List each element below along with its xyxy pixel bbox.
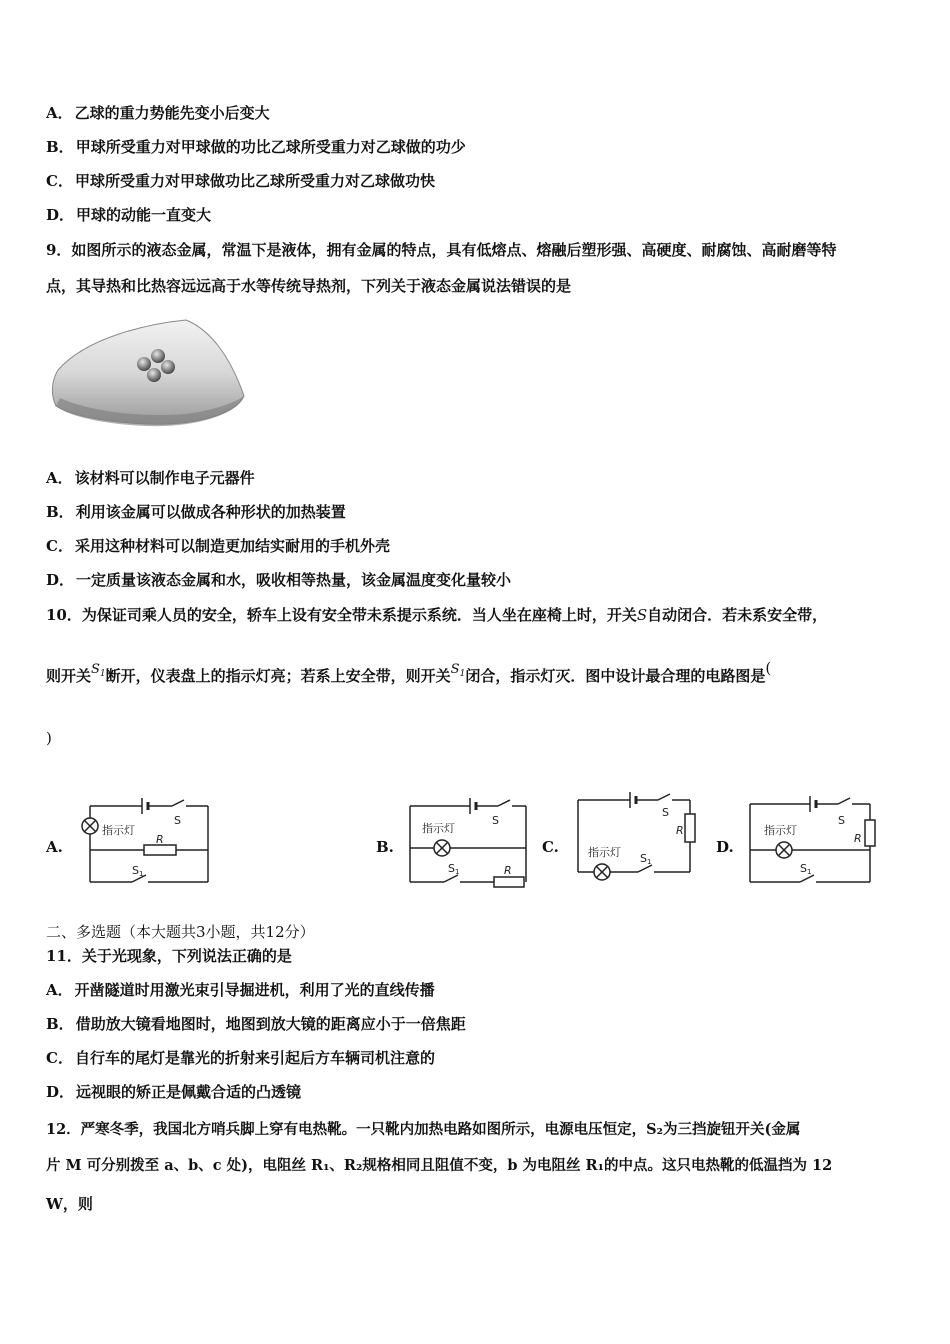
circuit-b-lamp-label: 指示灯 xyxy=(422,822,455,835)
circuit-d-lamp-label: 指示灯 xyxy=(764,824,797,837)
circuit-b-r-label: R xyxy=(504,864,512,877)
q9-option-a: A． 该材料可以制作电子元器件 xyxy=(46,469,255,487)
circuit-d-s-label: S xyxy=(838,814,845,827)
q11-option-c: C． 自行车的尾灯是靠光的折射来引起后方车辆司机注意的 xyxy=(46,1049,435,1067)
q10-stem-line2: 则开关$S_1$断开，仪表盘上的指示灯亮；若系上安全带，则开关$S_1$闭合，指示灯灭．图中设计最合理的电路图是( xyxy=(46,659,772,685)
circuit-b-s1-label: S1 xyxy=(448,862,460,876)
q11-option-a: A． 开凿隧道时用激光束引导掘进机，利用了光的直线传播 xyxy=(46,981,435,999)
circuit-a-lamp-label: 指示灯 xyxy=(102,824,135,837)
q9-option-b: B． 利用该金属可以做成各种形状的加热装置 xyxy=(46,503,346,521)
q10-option-a-label: A. xyxy=(46,838,63,856)
q11-option-d: D． 远视眼的矫正是佩戴合适的凸透镜 xyxy=(46,1083,302,1101)
circuit-a xyxy=(74,796,214,888)
section2-title: 二、多选题（本大题共3小题，共12分） xyxy=(46,923,315,941)
circuit-a-r-label: R xyxy=(156,833,164,846)
q12-stem-line3: W，则 xyxy=(46,1195,93,1213)
circuit-c-s-label: S xyxy=(662,806,669,819)
q9-option-d: D． 一定质量该液态金属和水，吸收相等热量，该金属温度变化量较小 xyxy=(46,571,512,589)
circuit-c-r-label: R xyxy=(676,824,684,837)
q10-option-c-label: C. xyxy=(542,838,559,856)
q8-option-d: D． 甲球的动能一直变大 xyxy=(46,206,212,224)
q8-option-a: A． 乙球的重力势能先变小后变大 xyxy=(46,104,270,122)
circuit-b xyxy=(404,796,544,888)
liquid-metal-photo xyxy=(46,318,251,430)
q8-option-c: C． 甲球所受重力对甲球做功比乙球所受重力对乙球做功快 xyxy=(46,172,435,190)
q10-option-d-label: D. xyxy=(716,838,734,856)
circuit-b-s-label: S xyxy=(492,814,499,827)
q11-option-b: B． 借助放大镜看地图时，地图到放大镜的距离应小于一倍焦距 xyxy=(46,1015,466,1033)
q10-stem-line1: 10．为保证司乘人员的安全，轿车上设有安全带未系提示系统．当人坐在座椅上时，开关S自动闭合．若未系安全带， xyxy=(46,606,828,624)
circuit-d-s1-label: S1 xyxy=(800,862,812,876)
q12-stem-line1: 12．严寒冬季，我国北方哨兵脚上穿有电热靴。一只靴内加热电路如图所示，电源电压恒定，S₂为三挡旋钮开关(金属 xyxy=(46,1121,801,1138)
q8-option-b: B． 甲球所受重力对甲球做的功比乙球所受重力对乙球做的功少 xyxy=(46,138,466,156)
circuit-a-s-label: S xyxy=(174,814,181,827)
circuit-c-s1-label: S1 xyxy=(640,852,652,866)
q9-option-c: C． 采用这种材料可以制造更加结实耐用的手机外壳 xyxy=(46,537,390,555)
circuit-c-lamp-label: 指示灯 xyxy=(588,846,621,859)
circuit-a-s1-label: S1 xyxy=(132,864,144,878)
q10-option-b-label: B. xyxy=(376,838,394,856)
circuit-d xyxy=(744,794,884,888)
q9-stem-line1: 9．如图所示的液态金属，常温下是液体，拥有金属的特点，具有低熔点、熔融后塑形强、高硬度、耐腐蚀、高耐磨等特 xyxy=(46,241,837,259)
q9-stem-line2: 点，其导热和比热容远远高于水等传统导热剂，下列关于液态金属说法错误的是 xyxy=(46,277,572,295)
q11-stem: 11．关于光现象，下列说法正确的是 xyxy=(46,947,292,965)
circuit-d-r-label: R xyxy=(854,832,862,845)
q10-close-paren: ) xyxy=(46,729,52,747)
q12-stem-line2: 片 M 可分别拨至 a、b、c 处)，电阻丝 R₁、R₂规格相同且阻值不变，b 为电阻丝 R₁的中点。这只电热靴的低温挡为 12 xyxy=(46,1157,833,1174)
circuit-c xyxy=(572,790,702,890)
